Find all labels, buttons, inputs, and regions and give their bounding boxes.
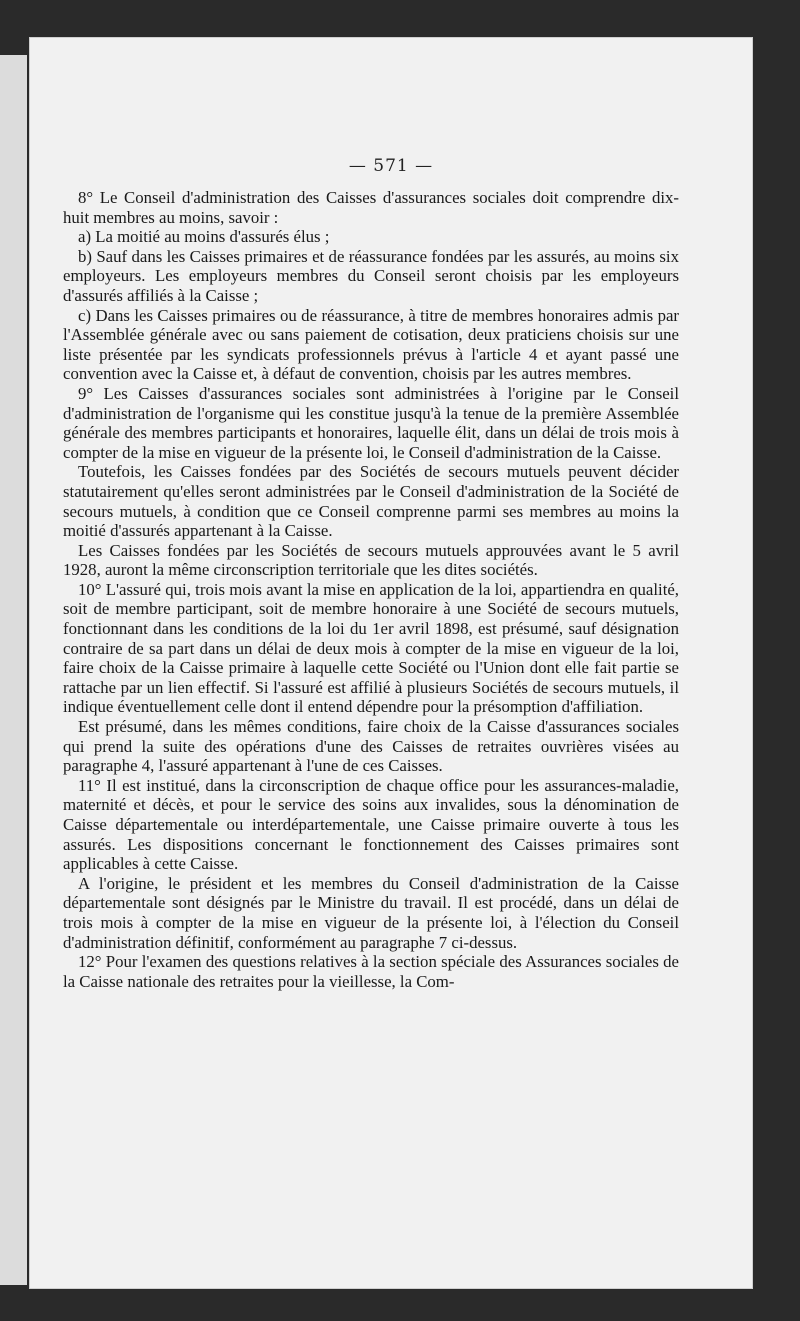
paragraph-10: 10° L'assuré qui, trois mois avant la mise en application de la loi, appartiendra en qualité, soit de membre participant, soit de membre honoraire à une Société de secours mutuels, fonctionnant dans les conditions de la loi du 1er avril 1898, est présumé, sauf désignation contraire de sa part dans un délai de deux mois à compter de la mise en vigueur de la loi, faire choix de la Caisse primaire à laquelle cette Société ou l'Union dont elle fait partie se rattache par un lien effectif. Si l'assuré est affilié à plusieurs Sociétés de secours mutuels, il indique éventuellement celle dont il entend dépendre pour la présomption d'affiliation. xyxy=(63,579,679,717)
paragraph-10-presume: Est présumé, dans les mêmes conditions, faire choix de la Caisse d'assurances sociales qui prend la suite des opérations d'une des Caisses de retraites ouvrières visées au paragraphe 4, l'assuré appartenant à l'une de ces Caisses. xyxy=(63,717,679,776)
paragraph-11: 11° Il est institué, dans la circonscription de chaque office pour les assurances-maladie, maternité et décès, et pour le service des soins aux invalides, sous la dénomination de Caisse départementale ou interdépartementale, une Caisse primaire ouverte à tous les assurés. Les dispositions concernant le fonctionnement des Caisses primaires sont applicables à cette Caisse. xyxy=(63,775,679,874)
paragraph-9-toutefois: Toutefois, les Caisses fondées par des Sociétés de secours mutuels peuvent décider statutairement qu'elles seront administrées par le Conseil d'administration de la Société de secours mutuels, à condition que ce Conseil comprenne parmi ses membres au moins la moitié d'assurés appartenant à la Caisse. xyxy=(63,462,679,541)
paragraph-8b: b) Sauf dans les Caisses primaires et de réassurance fondées par les assurés, au moins six employeurs. Les employeurs membres du Conseil seront choisis par les employeurs d'assurés affiliés à la Caisse ; xyxy=(63,246,679,305)
paragraph-12: 12° Pour l'examen des questions relatives à la section spéciale des Assurances sociales de la Caisse nationale des retraites pour la vieillesse, la Com- xyxy=(63,952,679,991)
paragraph-8: 8° Le Conseil d'administration des Caisses d'assurances sociales doit comprendre dix-huit membres au moins, savoir : xyxy=(63,188,679,227)
page-number: — 571 — xyxy=(348,156,434,176)
body-text xyxy=(63,188,679,991)
paragraph-9-caisses: Les Caisses fondées par les Sociétés de secours mutuels approuvées avant le 5 avril 1928, auront la même circonscription territoriale que les dites sociétés. xyxy=(63,540,679,580)
paragraph-8a: a) La moitié au moins d'assurés élus ; xyxy=(78,227,330,247)
paragraph-9: 9° Les Caisses d'assurances sociales sont administrées à l'origine par le Conseil d'administration de l'organisme qui les constitue jusqu'à la tenue de la première Assemblée générale des membres participants et honoraires, laquelle élit, dans un délai de trois mois à compter de la mise en vigueur de la présente loi, le Conseil d'administration de la Caisse. xyxy=(63,383,679,462)
document-page xyxy=(30,38,752,1288)
adjacent-page-edge xyxy=(0,55,27,1285)
paragraph-8c: c) Dans les Caisses primaires ou de réassurance, à titre de membres honoraires admis par l'Assemblée générale avec ou sans paiement de cotisation, deux praticiens choisis sur une liste présentée par les syndicats professionnels prévus à l'article 4 et ayant passé une convention avec la Caisse et, à défaut de convention, choisis par les autres membres. xyxy=(63,305,679,384)
paragraph-11-origine: A l'origine, le président et les membres du Conseil d'administration de la Caisse départementale sont désignés par le Ministre du travail. Il est procédé, dans un délai de trois mois à compter de la mise en vigueur de la présente loi, à l'élection du Conseil d'administration définitif, conformément au paragraphe 7 ci-dessus. xyxy=(63,873,679,952)
